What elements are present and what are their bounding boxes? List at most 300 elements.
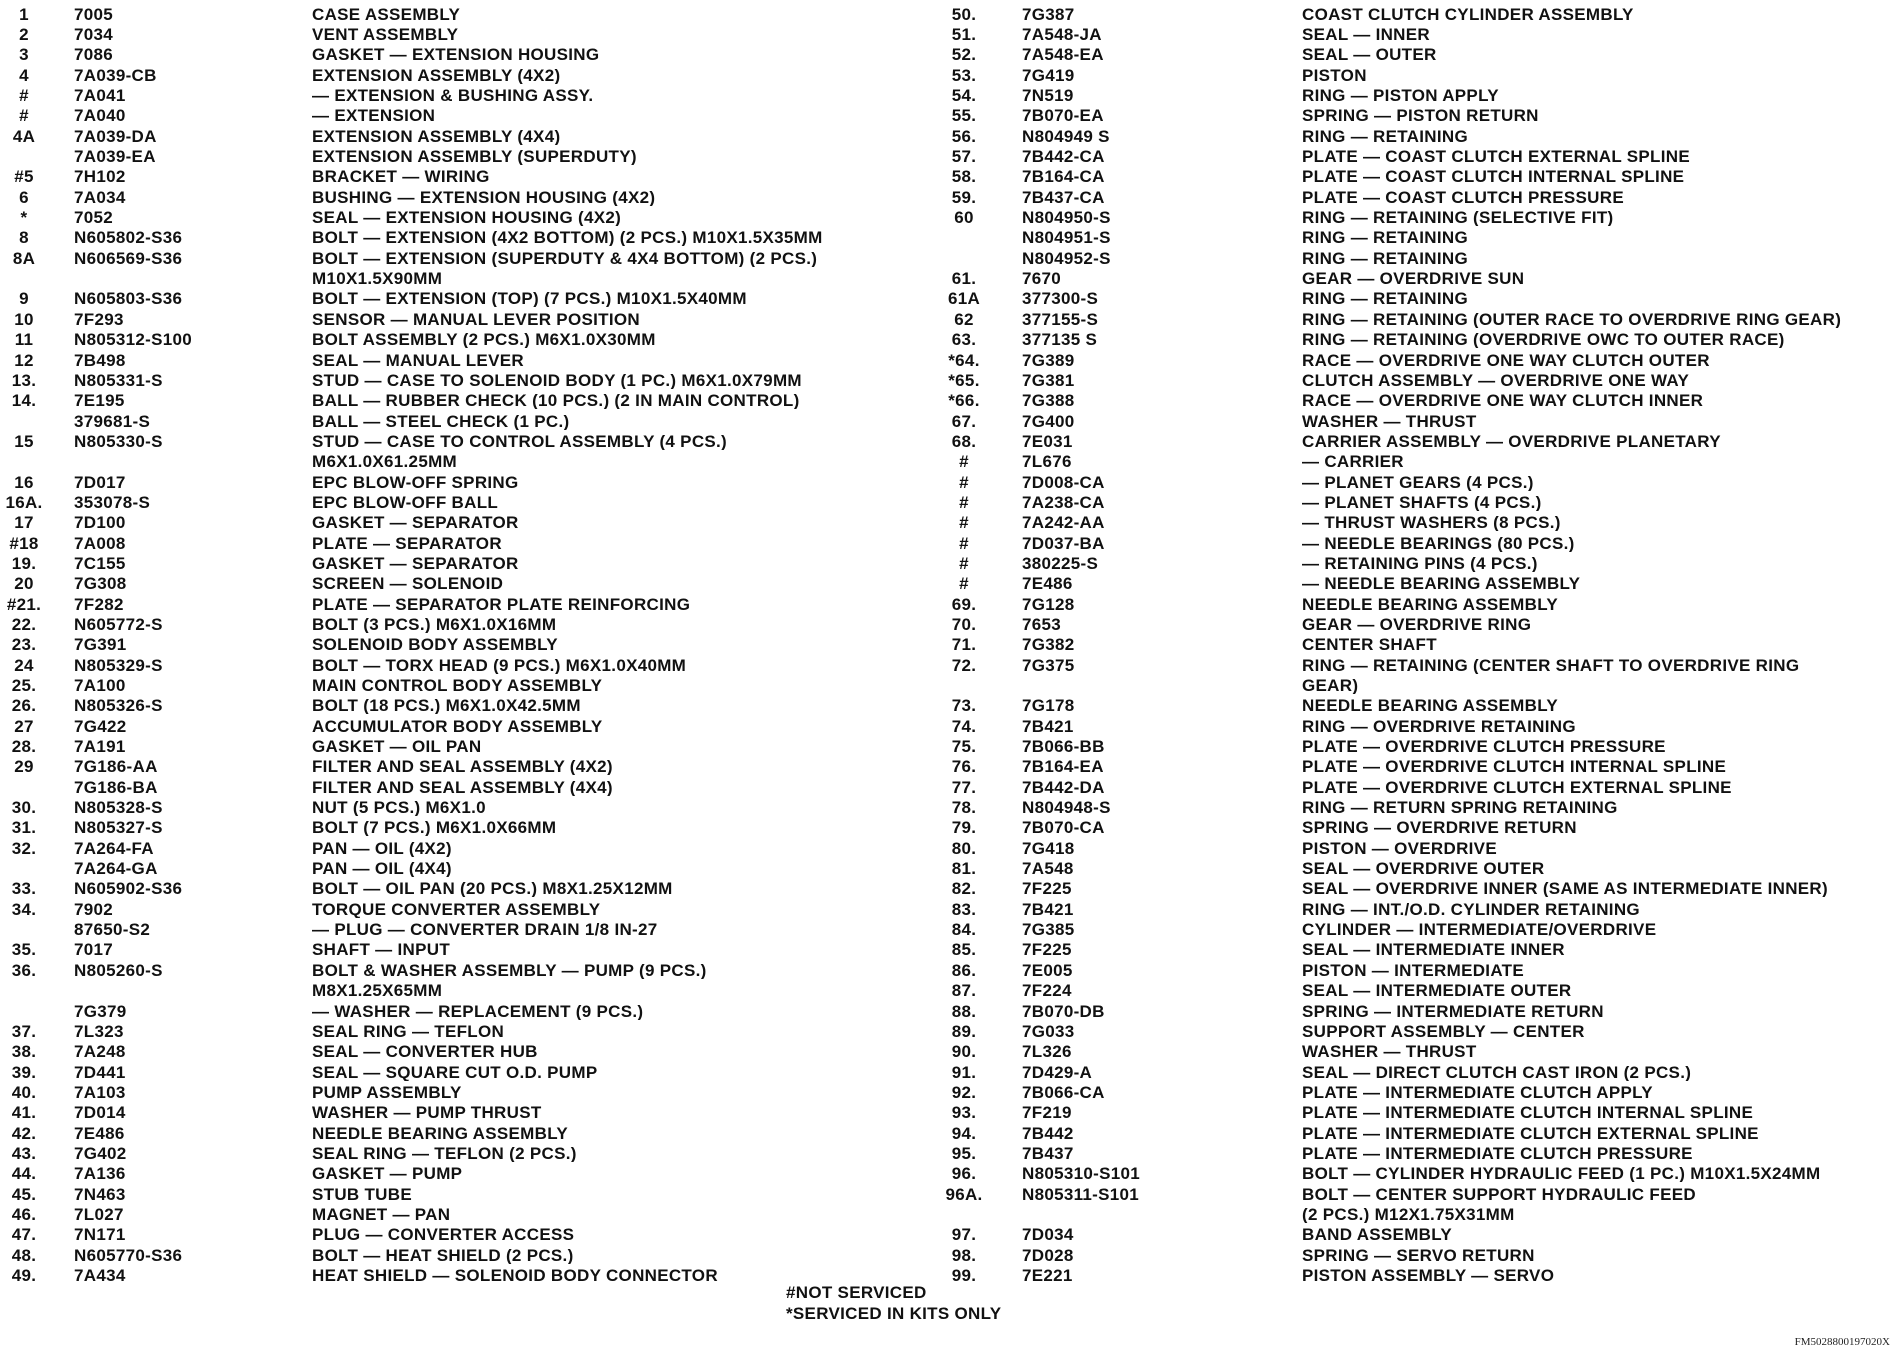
part-number: 7902 [74,899,114,919]
part-number: 7B070-EA [1022,106,1104,126]
part-description: RING — RETAINING [1302,229,1468,247]
part-description: NUT (5 PCS.) M6X1.0 [312,799,486,817]
parts-row [0,879,930,899]
part-description: — RETAINING PINS (4 PCS.) [1302,554,1538,572]
item-number: # [959,452,969,472]
part-number: 7G419 [1022,65,1075,85]
part-description: BRACKET — WIRING [312,168,490,186]
item-number: 40. [11,1082,37,1102]
parts-row [930,818,1896,838]
item-number: 94. [951,1123,977,1143]
parts-row [0,635,930,655]
part-number: N805326-S [74,696,163,716]
part-description: PLATE — COAST CLUTCH PRESSURE [1302,188,1624,206]
part-number: 377155-S [1022,309,1099,329]
parts-row [0,268,930,288]
parts-row [930,777,1896,797]
part-number: 7034 [74,25,114,45]
part-description: SPRING — PISTON RETURN [1302,107,1539,125]
parts-row [930,1042,1896,1062]
parts-row [0,24,930,44]
part-number: 7B442-DA [1022,777,1105,797]
legend-notes [786,1282,1001,1324]
part-number: 7G418 [1022,838,1075,858]
part-description: SEAL — SQUARE CUT O.D. PUMP [312,1063,598,1081]
part-number: 7G375 [1022,655,1075,675]
part-description: FILTER AND SEAL ASSEMBLY (4X4) [312,778,613,796]
part-description: PISTON ASSEMBLY — SERVO [1302,1266,1555,1284]
parts-row [930,431,1896,451]
item-number: 4A [12,126,36,146]
parts-row [0,553,930,573]
parts-row [930,940,1896,960]
part-number: 7B066-CA [1022,1082,1105,1102]
part-number: 7D037-BA [1022,533,1105,553]
parts-row [930,187,1896,207]
part-number: 7D034 [1022,1225,1074,1245]
parts-row [0,757,930,777]
parts-row [930,309,1896,329]
part-description: — EXTENSION [312,107,436,125]
parts-row [0,1245,930,1265]
part-number: N605902-S36 [74,879,183,899]
part-number: N804948-S [1022,798,1111,818]
parts-row [0,492,930,512]
parts-row [930,85,1896,105]
item-number: 4 [19,65,29,85]
parts-row [930,1184,1896,1204]
part-number: 7E486 [1022,574,1073,594]
part-number: 7G382 [1022,635,1075,655]
item-number: 78. [951,798,977,818]
item-number: 35. [11,940,37,960]
part-number: 7A040 [74,106,126,126]
part-description: COAST CLUTCH CYLINDER ASSEMBLY [1302,5,1634,23]
part-description: WASHER — THRUST [1302,412,1477,430]
parts-row [930,594,1896,614]
part-description: PLATE — OVERDRIVE CLUTCH EXTERNAL SPLINE [1302,778,1732,796]
parts-row [0,1103,930,1123]
part-description: RING — OVERDRIVE RETAINING [1302,717,1576,735]
item-number: 59. [951,187,977,207]
part-number: 379681-S [74,411,151,431]
item-number: 3 [19,45,29,65]
part-number: 87650-S2 [74,920,151,940]
note-serviced-in-kits: *SERVICED IN KITS ONLY [786,1304,1002,1323]
parts-row [0,45,930,65]
part-description: FILTER AND SEAL ASSEMBLY (4X2) [312,758,613,776]
item-number: 99. [951,1265,977,1285]
item-number: 57. [951,147,977,167]
part-description: SEAL — INNER [1302,26,1430,44]
item-number: 24 [14,655,34,675]
item-number: 85. [951,940,977,960]
part-number: 7670 [1022,269,1062,289]
part-description: PLATE — INTERMEDIATE CLUTCH PRESSURE [1302,1144,1693,1162]
part-description: PLATE — COAST CLUTCH INTERNAL SPLINE [1302,168,1685,186]
part-number: 7A136 [74,1164,126,1184]
item-number: 69. [951,594,977,614]
part-number: 7F282 [74,594,124,614]
parts-row [930,1021,1896,1041]
part-description: WASHER — THRUST [1302,1043,1477,1061]
parts-row [0,655,930,675]
part-description: BALL — RUBBER CHECK (10 PCS.) (2 IN MAIN CONTROL) [312,392,800,410]
part-number: N605770-S36 [74,1245,183,1265]
part-description: SEAL — MANUAL LEVER [312,351,524,369]
parts-row [930,675,1896,695]
part-description: — WASHER — REPLACEMENT (9 PCS.) [312,1002,644,1020]
parts-row [930,167,1896,187]
parts-row [930,981,1896,1001]
part-description: PLATE — COAST CLUTCH EXTERNAL SPLINE [1302,148,1690,166]
parts-row [0,207,930,227]
part-number: 7A034 [74,187,126,207]
item-number: 63. [951,330,977,350]
item-number: 67. [951,411,977,431]
part-number: 7F225 [1022,940,1072,960]
part-description: M10X1.5X90MM [312,270,443,288]
part-number: 7A039-EA [74,147,156,167]
parts-row [930,533,1896,553]
part-number: N805328-S [74,798,163,818]
parts-row [0,289,930,309]
part-number: N805312-S100 [74,330,192,350]
part-description: GEAR — OVERDRIVE SUN [1302,270,1525,288]
part-description: GASKET — SEPARATOR [312,554,519,572]
part-number: 7G178 [1022,696,1075,716]
parts-row [0,818,930,838]
parts-row [930,1204,1896,1224]
parts-row [0,838,930,858]
parts-row [930,960,1896,980]
part-description: GASKET — EXTENSION HOUSING [312,46,600,64]
parts-row [930,350,1896,370]
part-description: NEEDLE BEARING ASSEMBLY [1302,697,1558,715]
part-number: 7G033 [1022,1021,1075,1041]
part-description: CLUTCH ASSEMBLY — OVERDRIVE ONE WAY [1302,371,1690,389]
part-description: SEAL RING — TEFLON (2 PCS.) [312,1144,577,1162]
part-description: (2 PCS.) M12X1.75X31MM [1302,1205,1515,1223]
item-number: #5 [14,167,34,187]
part-number: 7E195 [74,391,125,411]
part-number: 353078-S [74,492,151,512]
part-description: HEAT SHIELD — SOLENOID BODY CONNECTOR [312,1266,718,1284]
item-number: 25. [11,676,37,696]
part-number: 7A008 [74,533,126,553]
parts-row [930,1225,1896,1245]
parts-row [930,4,1896,24]
parts-row [0,960,930,980]
part-description: SHAFT — INPUT [312,941,451,959]
part-description: RING — RETAINING [1302,249,1468,267]
part-number: 7G387 [1022,4,1075,24]
part-description: SOLENOID BODY ASSEMBLY [312,636,558,654]
part-number: 7C155 [74,553,126,573]
parts-row [0,391,930,411]
item-number: 83. [951,899,977,919]
part-number: 7G402 [74,1143,127,1163]
part-number: 7G379 [74,1001,127,1021]
parts-row [930,655,1896,675]
part-number: N805310-S101 [1022,1164,1140,1184]
parts-row [0,146,930,166]
item-number: 89. [951,1021,977,1041]
item-number: 41. [11,1103,37,1123]
parts-row [0,167,930,187]
part-number: 7N171 [74,1225,126,1245]
item-number: 32. [11,838,37,858]
item-number: 60 [954,208,974,228]
parts-row [0,675,930,695]
part-number: 7H102 [74,167,126,187]
part-number: N804951-S [1022,228,1111,248]
item-number: 93. [951,1103,977,1123]
part-number: 7G128 [1022,594,1075,614]
part-description: BOLT — EXTENSION (4X2 BOTTOM) (2 PCS.) M10X1.5X35MM [312,229,823,247]
parts-row [930,1103,1896,1123]
part-description: TORQUE CONVERTER ASSEMBLY [312,900,601,918]
parts-row [0,797,930,817]
parts-row [930,838,1896,858]
item-number: 61A [947,289,981,309]
item-number: 76. [951,757,977,777]
item-number: 6 [19,187,29,207]
part-number: 7D008-CA [1022,472,1105,492]
part-description: PISTON — INTERMEDIATE [1302,961,1524,979]
part-description: GASKET — OIL PAN [312,738,482,756]
parts-row [0,1001,930,1021]
parts-row [0,1143,930,1163]
parts-row [930,24,1896,44]
part-number: 7F293 [74,309,124,329]
item-number: 9 [19,289,29,309]
part-description: PAN — OIL (4X4) [312,860,452,878]
part-description: NEEDLE BEARING ASSEMBLY [1302,595,1558,613]
parts-row [0,1123,930,1143]
item-number: 73. [951,696,977,716]
part-description: SEAL — OUTER [1302,46,1437,64]
part-description: SCREEN — SOLENOID [312,575,504,593]
part-description: GEAR — OVERDRIVE RING [1302,615,1532,633]
parts-row [930,65,1896,85]
item-number: 91. [951,1062,977,1082]
part-number: 7N519 [1022,86,1074,106]
part-description: SPRING — INTERMEDIATE RETURN [1302,1002,1604,1020]
item-number: 79. [951,818,977,838]
item-number: 29 [14,757,34,777]
item-number: 80. [951,838,977,858]
parts-row [0,126,930,146]
parts-row [0,574,930,594]
part-number: 7E005 [1022,960,1073,980]
part-number: 7A100 [74,676,126,696]
part-number: N605772-S [74,614,163,634]
item-number: 77. [951,777,977,797]
part-number: 7A191 [74,737,126,757]
item-number: #18 [9,533,39,553]
part-number: 7017 [74,940,114,960]
item-number: 90. [951,1042,977,1062]
parts-row [0,330,930,350]
parts-row [0,981,930,1001]
part-number: 7E031 [1022,431,1073,451]
item-number: 86. [951,960,977,980]
item-number: 71. [951,635,977,655]
item-number: 15 [14,431,34,451]
part-description: PLATE — INTERMEDIATE CLUTCH INTERNAL SPLINE [1302,1104,1754,1122]
item-number: 49. [11,1265,37,1285]
item-number: 11 [14,330,34,350]
part-number: 7B498 [74,350,126,370]
item-number: 2 [19,25,29,45]
parts-row [0,1204,930,1224]
item-number: 33. [11,879,37,899]
part-description: RING — RETAINING (OVERDRIVE OWC TO OUTER RACE) [1302,331,1785,349]
part-description: RING — RETAINING [1302,127,1468,145]
part-description: STUB TUBE [312,1185,412,1203]
parts-row [930,268,1896,288]
part-number: 7L326 [1022,1042,1072,1062]
parts-row [930,899,1896,919]
part-description: PLATE — INTERMEDIATE CLUTCH APPLY [1302,1083,1653,1101]
item-number: 43. [11,1143,37,1163]
parts-row [930,411,1896,431]
parts-row [930,635,1896,655]
parts-row [930,146,1896,166]
item-number: # [959,492,969,512]
parts-row [930,614,1896,634]
item-number: 31. [11,818,37,838]
part-description: — PLUG — CONVERTER DRAIN 1/8 IN-27 [312,921,658,939]
part-number: 7B421 [1022,716,1074,736]
part-description: — NEEDLE BEARING ASSEMBLY [1302,575,1581,593]
part-number: 7L323 [74,1021,124,1041]
part-number: 7D014 [74,1103,126,1123]
parts-row [0,248,930,268]
part-number: N805330-S [74,431,163,451]
part-description: GEAR) [1302,677,1359,695]
part-number: 7A264-GA [74,859,158,879]
item-number: 20 [14,574,34,594]
parts-row [930,248,1896,268]
parts-row [930,1082,1896,1102]
part-description: MAGNET — PAN [312,1205,451,1223]
parts-row [0,696,930,716]
parts-row [0,716,930,736]
item-number: 34. [11,899,37,919]
part-number: N606569-S36 [74,248,183,268]
item-number: 97. [951,1225,977,1245]
part-number: 7D028 [1022,1245,1074,1265]
part-number: 7B442 [1022,1123,1074,1143]
part-description: SEAL — EXTENSION HOUSING (4X2) [312,209,622,227]
item-number: *65. [948,370,980,390]
part-description: MAIN CONTROL BODY ASSEMBLY [312,677,603,695]
item-number: 96A. [945,1184,983,1204]
item-number: 36. [11,960,37,980]
part-description: BUSHING — EXTENSION HOUSING (4X2) [312,188,656,206]
item-number: 50. [951,4,977,24]
part-description: STUD — CASE TO CONTROL ASSEMBLY (4 PCS.) [312,432,728,450]
parts-row [930,472,1896,492]
part-description: PLUG — CONVERTER ACCESS [312,1226,575,1244]
part-number: 7F225 [1022,879,1072,899]
part-number: 7D429-A [1022,1062,1093,1082]
item-number: * [20,208,28,228]
part-number: 7D441 [74,1062,126,1082]
part-description: SEAL — OVERDRIVE INNER (SAME AS INTERMEDIATE INNER) [1302,880,1828,898]
parts-row [930,513,1896,533]
parts-row [930,228,1896,248]
part-description: SEAL — CONVERTER HUB [312,1043,538,1061]
part-description: PLATE — OVERDRIVE CLUTCH INTERNAL SPLINE [1302,758,1727,776]
parts-row [930,330,1896,350]
part-number: 7B070-CA [1022,818,1105,838]
part-description: CYLINDER — INTERMEDIATE/OVERDRIVE [1302,921,1657,939]
part-description: RING — PISTON APPLY [1302,87,1499,105]
right-parts-column [930,4,1896,1286]
part-description: BAND ASSEMBLY [1302,1226,1452,1244]
parts-row [930,391,1896,411]
item-number: 38. [11,1042,37,1062]
part-number: 7005 [74,4,114,24]
part-number: 7B421 [1022,899,1074,919]
part-number: 7F219 [1022,1103,1072,1123]
part-description: RACE — OVERDRIVE ONE WAY CLUTCH OUTER [1302,351,1710,369]
part-number: N805327-S [74,818,163,838]
part-number: 7A041 [74,86,126,106]
parts-row [930,1123,1896,1143]
parts-row [0,65,930,85]
parts-row [930,289,1896,309]
part-number: 7A548-EA [1022,45,1104,65]
item-number: 1 [19,4,29,24]
part-description: BOLT — HEAT SHIELD (2 PCS.) [312,1246,574,1264]
parts-row [0,309,930,329]
part-number: 7A103 [74,1082,126,1102]
item-number: 44. [11,1164,37,1184]
item-number: 16A. [5,492,43,512]
item-number: 58. [951,167,977,187]
part-description: BOLT (7 PCS.) M6X1.0X66MM [312,819,557,837]
part-description: CENTER SHAFT [1302,636,1437,654]
parts-row [0,1082,930,1102]
part-description: EPC BLOW-OFF SPRING [312,473,519,491]
part-description: STUD — CASE TO SOLENOID BODY (1 PC.) M6X1.0X79MM [312,371,802,389]
part-description: BOLT & WASHER ASSEMBLY — PUMP (9 PCS.) [312,961,707,979]
item-number: #21. [6,594,42,614]
item-number: *64. [948,350,980,370]
item-number: 61. [951,269,977,289]
part-description: PISTON — OVERDRIVE [1302,839,1497,857]
part-description: — NEEDLE BEARINGS (80 PCS.) [1302,534,1575,552]
part-number: 7G391 [74,635,127,655]
part-number: 7A548 [1022,859,1074,879]
item-number: 17 [14,513,34,533]
item-number: 22. [11,614,37,634]
parts-row [930,716,1896,736]
parts-row [0,431,930,451]
part-number: 7B437 [1022,1143,1074,1163]
part-description: EXTENSION ASSEMBLY (4X2) [312,66,561,84]
parts-row [0,940,930,960]
part-number: 7A039-DA [74,126,157,146]
part-description: BOLT — CYLINDER HYDRAULIC FEED (1 PC.) M10X1.5X24MM [1302,1165,1821,1183]
item-number: 42. [11,1123,37,1143]
parts-row [0,513,930,533]
parts-row [0,452,930,472]
